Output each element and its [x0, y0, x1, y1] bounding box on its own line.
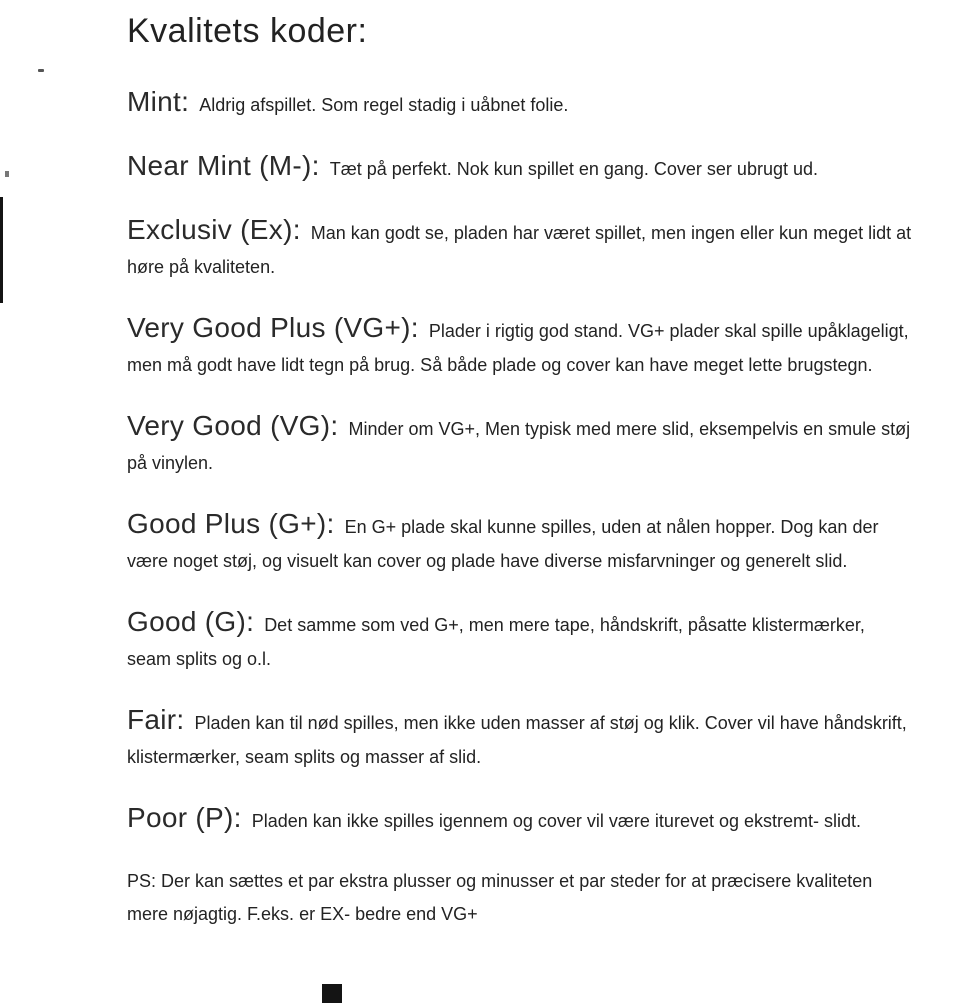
grade-entry-fair [127, 703, 912, 774]
grade-entry-very-good [127, 409, 912, 480]
page-title: Kvalitets koder: [127, 12, 368, 50]
document-content [127, 12, 912, 931]
grade-term: Good (G): [127, 606, 255, 637]
grade-term: Good Plus (G+): [127, 508, 335, 539]
grade-description: Plader i rigtig god stand. VG+ plader skal spille upåklageligt, men må godt have lidt tegn på brug. Så både plade og cover kan have meget lette brugstegn. [127, 321, 909, 375]
grade-description: Pladen kan ikke spilles igennem og cover vil være iturevet og ekstremt- slidt. [251, 811, 862, 831]
grade-term: Exclusiv (Ex): [127, 214, 301, 245]
grade-term: Near Mint (M-): [127, 150, 320, 181]
grade-description: Man kan godt se, pladen har været spillet, men ingen eller kun meget lidt at høre på kvaliteten. [127, 223, 912, 277]
scan-artifact-bottom-mark [322, 984, 342, 1003]
grade-description: Pladen kan til nød spilles, men ikke uden masser af støj og klik. Cover vil have håndskrift, klistermærker, seam splits og masser af slid. [127, 713, 907, 767]
grade-term: Very Good (VG): [127, 410, 339, 441]
grade-description: Det samme som ved G+, men mere tape, håndskrift, påsatte klistermærker, seam splits og o.l. [127, 615, 865, 669]
grade-description: En G+ plade skal kunne spilles, uden at nålen hopper. Dog kan der være noget støj, og visuelt kan cover og plade have diverse misfarvninger og generelt slid. [127, 517, 879, 571]
grade-description: Aldrig afspillet. Som regel stadig i uåbnet folie. [199, 95, 569, 115]
ps-footnote: PS: Der kan sættes et par ekstra plusser og minusser et par steder for at præcisere kvaliteten mere nøjagtig. F.eks. er EX- bedre end VG+ [127, 871, 873, 924]
grade-entry-mint [127, 85, 912, 122]
grade-entry-exclusiv [127, 213, 912, 284]
grade-entry-good-plus [127, 507, 912, 578]
grade-term: Poor (P): [127, 802, 242, 833]
grade-entry-near-mint [127, 149, 912, 186]
grade-term: Very Good Plus (VG+): [127, 312, 419, 343]
grade-term: Mint: [127, 86, 190, 117]
grade-description: Tæt på perfekt. Nok kun spillet en gang. Cover ser ubrugt ud. [329, 159, 818, 179]
grade-entry-good [127, 605, 912, 676]
scan-artifact-dash [38, 69, 44, 72]
scan-artifact-left-line [0, 197, 3, 303]
grade-entry-poor [127, 801, 912, 838]
grade-entry-very-good-plus [127, 311, 912, 382]
grade-term: Fair: [127, 704, 185, 735]
grade-description: Minder om VG+, Men typisk med mere slid, eksempelvis en smule støj på vinylen. [127, 419, 911, 473]
scan-artifact-dot [5, 171, 9, 177]
